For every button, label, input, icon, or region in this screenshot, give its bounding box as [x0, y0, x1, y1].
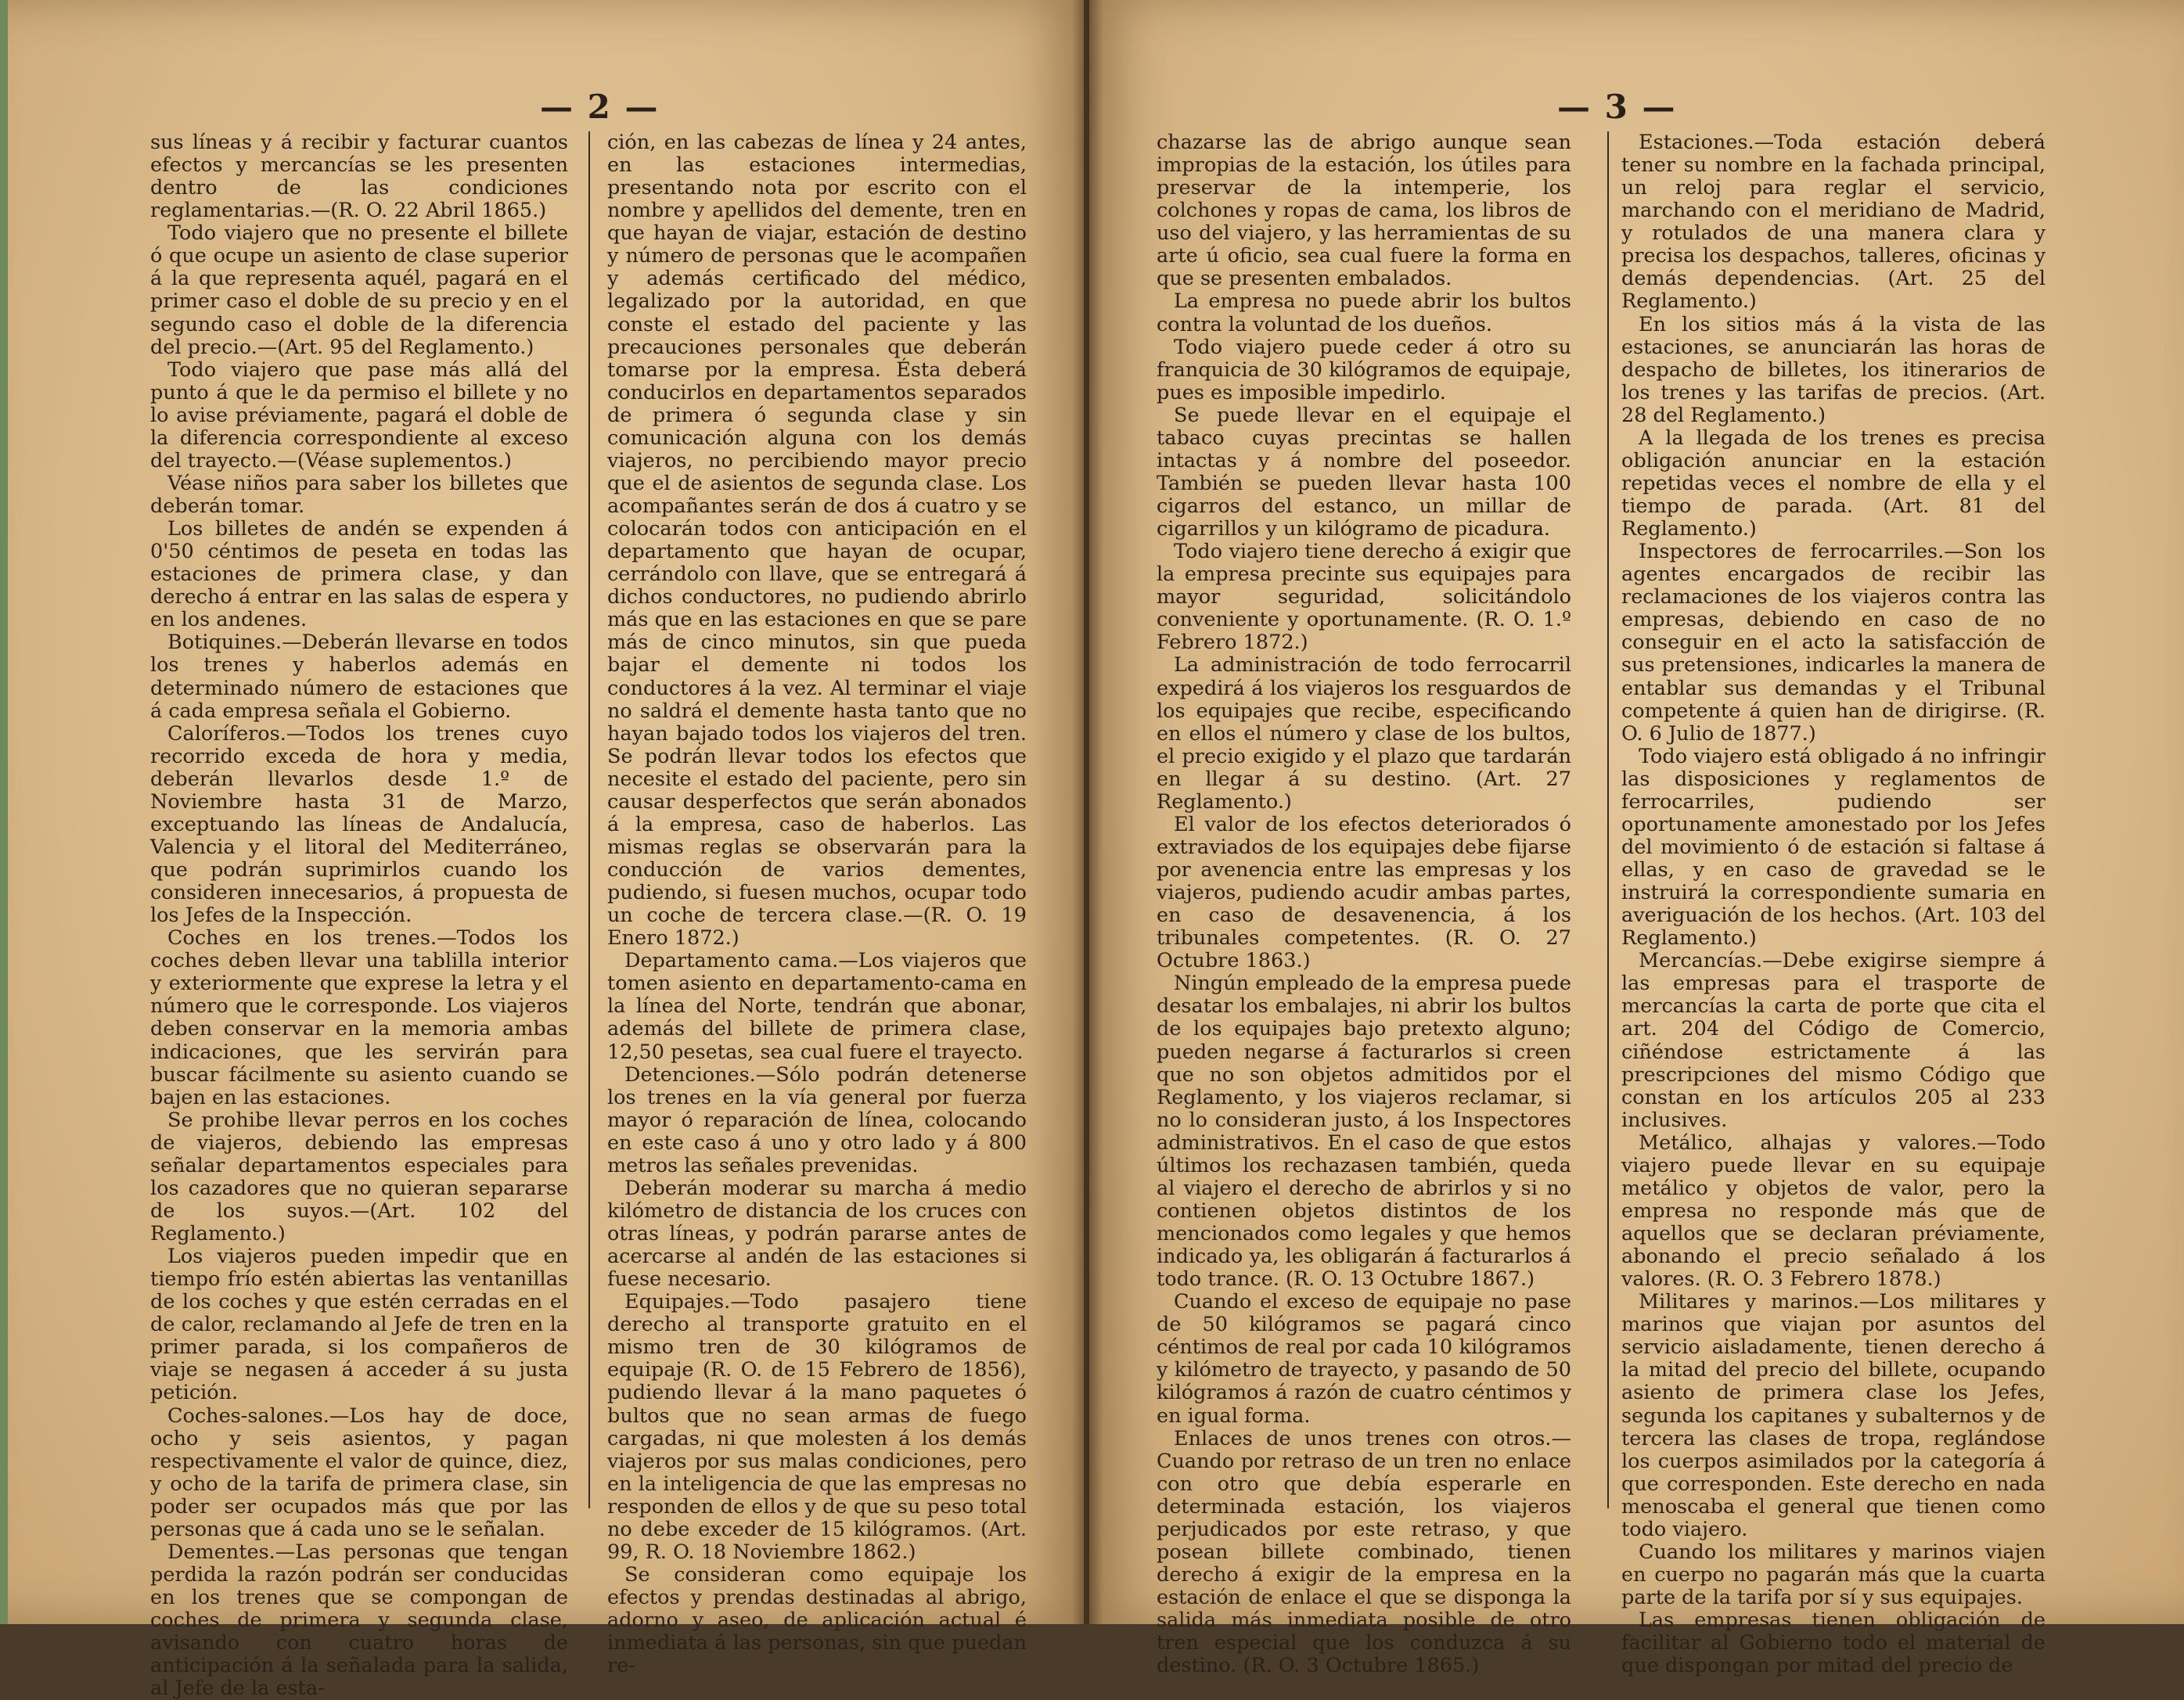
right-page	[1089, 0, 2184, 1678]
paragraph: Deberán moderar su marcha á medio kilómetro de distancia de los cruces con otras líneas, y podrán pararse antes de acercarse al andén de las estaciones si fuese necesario.	[607, 1176, 1027, 1292]
paragraph: La empresa no puede abrir los bultos contra la voluntad de los dueños.	[1157, 289, 1571, 336]
paragraph: Militares y marinos.—Los militares y marinos que viajan por asuntos del servicio aisladamente, tienen derecho á la mitad del precio del billete, ocupando asiento de primera clase los Jefes, segunda los capitanes y subalternos y de tercera las clases de tropa, reglándose los cuerpos asimilados por la categoría á que corresponden. Este derecho en nada menoscaba el general que tienen como todo viajero.	[1621, 1290, 2045, 1541]
page-number-right: — 3 —	[1557, 88, 1677, 126]
left-page	[0, 0, 1084, 1700]
paragraph: La administración de todo ferrocarril expedirá á los viajeros los resguardos de los equipajes que recibe, especificando en ellos el número y clase de los bultos, el precio exigido y el plazo que tardarán en llegar á su destino. (Art. 27 Reglamento.)	[1157, 653, 1571, 814]
paragraph: Se puede llevar en el equipaje el tabaco cuyas precintas se hallen intactas y á nombre del poseedor. También se pueden llevar hasta 100 cigarros del estanco, un millar de cigarrillos y un kilógramo de picadura.	[1157, 403, 1571, 541]
left-page-column-2	[607, 131, 1027, 1677]
paragraph: El valor de los efectos deteriorados ó extraviados de los equipajes debe fijarse por avenencia entre las empresas y los viajeros, pudiendo acudir ambas partes, en caso de desavenencia, á los tribunales competentes. (R. O. 27 Octubre 1863.)	[1157, 812, 1571, 973]
paragraph: Equipajes.—Todo pasajero tiene derecho al transporte gratuito en el mismo tren de 30 kilógramos de equipaje (R. O. de 15 Febrero de 1856), pudiendo llevar á la mano paquetes ó bultos que no sean armas de fuego cargadas, ni que molesten á los demás viajeros por sus malas condiciones, pero en la inteligencia de que las empresas no responden de ellos y de que su peso total no debe exceder de 15 kilógramos. (Art. 99, R. O. 18 Noviembre 1862.)	[607, 1290, 1027, 1564]
paragraph: ción, en las cabezas de línea y 24 antes, en las estaciones intermedias, presentando nota por escrito con el nombre y apellidos del demente, tren en que hayan de viajar, estación de destino y número de personas que le acompañen y además certificado del médico, legalizado por la autoridad, en que conste el estado del paciente y las precauciones personales que deberán tomarse por la empresa. Ésta deberá conducirlos en departamentos separados de primera ó segunda clase y sin comunicación alguna con los demás viajeros, no percibiendo mayor precio que el de asientos de segunda clase. Los acompañantes serán de dos á cuatro y se colocarán todos con anticipación en el departamento que hayan de ocupar, cerrándolo con llave, que se entregará á dichos conductores, no pudiendo abrirlo más que en las estaciones en que se pare más de cinco minutos, sin que pueda bajar el demente ni todos los conductores á la vez. Al terminar el viaje no saldrá el demente hasta tanto que no hayan bajado todos los viajeros del tren. Se podrán llevar todos los efectos que necesite el estado del paciente, pero sin causar desperfectos que serán abonados á la empresa, caso de haberlos. Las mismas reglas se observarán para la conducción de varios dementes, pudiendo, si fuesen muchos, ocupar todo un coche de tercera clase.—(R. O. 19 Enero 1872.)	[607, 131, 1027, 951]
paragraph: Cuando los militares y marinos viajen en cuerpo no pagarán más que la cuarta parte de la tarifa por sí y sus equipajes.	[1621, 1540, 2045, 1609]
paragraph: Se consideran como equipaje los efectos y prendas destinadas al abrigo, adorno y aseo, de aplicación actual é inmediata á las personas, sin que puedan re-	[607, 1562, 1027, 1678]
right-page-column-2	[1621, 131, 2045, 1677]
paragraph: Departamento cama.—Los viajeros que tomen asiento en departamento-cama en la línea del Norte, tendrán que abonar, además del billete de primera clase, 12,50 pesetas, sea cual fuere el trayecto.	[607, 949, 1027, 1064]
paragraph: En los sitios más á la vista de las estaciones, se anunciarán las horas de despacho de billetes, los itinerarios de los trenes y las tarifas de precios. (Art. 28 del Reglamento.)	[1621, 312, 2045, 427]
column-rule	[588, 131, 590, 1508]
paragraph: Todo viajero que no presente el billete ó que ocupe un asiento de clase superior á la que representa aquél, pagará en el primer caso el doble de su precio y en el segundo caso el doble de la diferencia del precio.—(Art. 95 del Reglamento.)	[150, 221, 568, 359]
paragraph: Todo viajero puede ceder á otro su franquicia de 30 kilógramos de equipaje, pues es imposible impedirlo.	[1157, 335, 1571, 404]
paragraph: Los billetes de andén se expenden á 0'50 céntimos de peseta en todas las estaciones de primera clase, y dan derecho á entrar en las salas de espera y en los andenes.	[150, 517, 568, 632]
right-page-column-1	[1157, 131, 1571, 1677]
paragraph: Dementes.—Las personas que tengan perdida la razón podrán ser conducidas en los trenes que se compongan de coches de primera y segunda clase, avisando con cuatro horas de anticipación á la señalada para la salida, al Jefe de la esta-	[150, 1540, 568, 1700]
paragraph: A la llegada de los trenes es precisa obligación anunciar en la estación repetidas veces el nombre de ella y el tiempo de parada. (Art. 81 del Reglamento.)	[1621, 426, 2045, 541]
paragraph: Botiquines.—Deberán llevarse en todos los trenes y haberlos además en determinado número de estaciones que á cada empresa señala el Gobierno.	[150, 631, 568, 723]
paragraph: Detenciones.—Sólo podrán detenerse los trenes en la vía general por fuerza mayor ó reparación de línea, colocando en este caso á uno y otro lado y á 800 metros las señales prevenidas.	[607, 1062, 1027, 1177]
column-rule	[1607, 131, 1609, 1508]
book-gutter	[1072, 0, 1103, 1624]
paragraph: Todo viajero tiene derecho á exigir que la empresa precinte sus equipajes para mayor seguridad, solicitándolo conveniente y oportunamente. (R. O. 1.º Febrero 1872.)	[1157, 540, 1571, 655]
paragraph: Ningún empleado de la empresa puede desatar los embalajes, ni abrir los bultos de los equipajes bajo pretexto alguno; pueden negarse á facturarlos si creen que no son objetos admitidos por el Reglamento, y los viajeros reclamar, si no lo consideran justo, á los Inspectores administrativos. En el caso de que estos últimos los rechazasen también, queda al viajero el derecho de abrirlos y si no contienen objetos distintos de los mencionados como legales y que hemos indicado ya, les obligarán á facturarlos á todo trance. (R. O. 13 Octubre 1867.)	[1157, 972, 1571, 1292]
paragraph: Inspectores de ferrocarriles.—Son los agentes encargados de recibir las reclamaciones de los viajeros contra las empresas, debiendo en caso de no conseguir en el acto la satisfacción de sus pretensiones, indicarles la manera de entablar sus demandas y el Tribunal competente á quien han de dirigirse. (R. O. 6 Julio de 1877.)	[1621, 540, 2045, 746]
page-number-left: — 2 —	[540, 88, 660, 126]
paragraph: Caloríferos.—Todos los trenes cuyo recorrido exceda de hora y media, deberán llevarlos desde 1.º de Noviembre hasta 31 de Marzo, exceptuando las líneas de Andalucía, Valencia y el litoral del Mediterráneo, que podrán suprimirlos cuando los consideren innecesarios, á propuesta de los Jefes de la Inspección.	[150, 721, 568, 928]
paragraph: Los viajeros pueden impedir que en tiempo frío estén abiertas las ventanillas de los coches y que estén cerradas en el de calor, reclamando al Jefe de tren en la primer parada, si los compañeros de viaje se negasen á acceder á su justa petición.	[150, 1245, 568, 1405]
paragraph: Estaciones.—Toda estación deberá tener su nombre en la fachada principal, un reloj para reglar el servicio, marchando con el meridiano de Madrid, y rotulados de una manera clara y precisa los despachos, talleres, oficinas y demás dependencias. (Art. 25 del Reglamento.)	[1621, 131, 2045, 314]
paragraph: Todo viajero que pase más allá del punto á que le da permiso el billete y no lo avise préviamente, pagará el doble de la diferencia correspondiente al exceso del trayecto.—(Véase suplementos.)	[150, 358, 568, 473]
paragraph: Cuando el exceso de equipaje no pase de 50 kilógramos se pagará cinco céntimos de real por cada 10 kilógramos y kilómetro de trayecto, y pasando de 50 kilógramos á razón de cuatro céntimos y en igual forma.	[1157, 1290, 1571, 1428]
paragraph: sus líneas y á recibir y facturar cuantos efectos y mercancías se les presenten dentro de las condiciones reglamentarias.—(R. O. 22 Abril 1865.)	[150, 131, 568, 223]
cover-edge	[0, 0, 8, 1624]
paragraph: Enlaces de unos trenes con otros.—Cuando por retraso de un tren no enlace con otro que debía esperarle en determinada estación, los viajeros perjudicados por este retraso, y que posean billete combinado, tienen derecho á exigir de la empresa en la estación de enlace el que se disponga la salida más inmediata posible de otro tren especial que los conduzca á su destino. (R. O. 3 Octubre 1865.)	[1157, 1426, 1571, 1678]
paragraph: Coches en los trenes.—Todos los coches deben llevar una tablilla interior y exteriormente que exprese la letra y el número que le corresponde. Los viajeros deben conservar en la memoria ambas indicaciones, que les servirán para buscar fácilmente su asiento cuando se bajen en las estaciones.	[150, 926, 568, 1109]
paragraph: Las empresas tienen obligación de facilitar al Gobierno todo el material de que dispongan por mitad del precio de	[1621, 1608, 2045, 1678]
paragraph: Véase niños para saber los billetes que deberán tomar.	[150, 471, 568, 518]
paragraph: Mercancías.—Debe exigirse siempre á las empresas para el trasporte de mercancías la carta de porte que cita el art. 204 del Código de Comercio, ciñéndose estrictamente á las prescripciones del mismo Código que constan en los artículos 205 al 233 inclusives.	[1621, 949, 2045, 1132]
paragraph: Todo viajero está obligado á no infringir las disposiciones y reglamentos de ferrocarriles, pudiendo ser oportunamente amonestado por los Jefes del movimiento ó de estación si faltase á ellas, y en caso de gravedad se le instruirá la correspondiente sumaria en averiguación de los hechos. (Art. 103 del Reglamento.)	[1621, 744, 2045, 951]
paragraph: chazarse las de abrigo aunque sean impropias de la estación, los útiles para preservar de la intemperie, los colchones y ropas de cama, los libros de uso del viajero, y las herramientas de su arte ú oficio, sea cual fuere la forma en que se presenten embalados.	[1157, 131, 1571, 291]
paragraph: Coches-salones.—Los hay de doce, ocho y seis asientos, y pagan respectivamente el valor de quince, diez, y ocho de la tarifa de primera clase, sin poder ser ocupados más que por las personas que á cada uno se le señalan.	[150, 1403, 568, 1541]
paragraph: Metálico, alhajas y valores.—Todo viajero puede llevar en su equipaje metálico y objetos de valor, pero la empresa no responde más que de aquellos que se declaran préviamente, abonando el precio señalado á los valores. (R. O. 3 Febrero 1878.)	[1621, 1130, 2045, 1292]
left-page-column-1	[150, 131, 568, 1700]
paragraph: Se prohibe llevar perros en los coches de viajeros, debiendo las empresas señalar departamentos especiales para los cazadores que no quieran separarse de los suyos.—(Art. 102 del Reglamento.)	[150, 1108, 568, 1245]
